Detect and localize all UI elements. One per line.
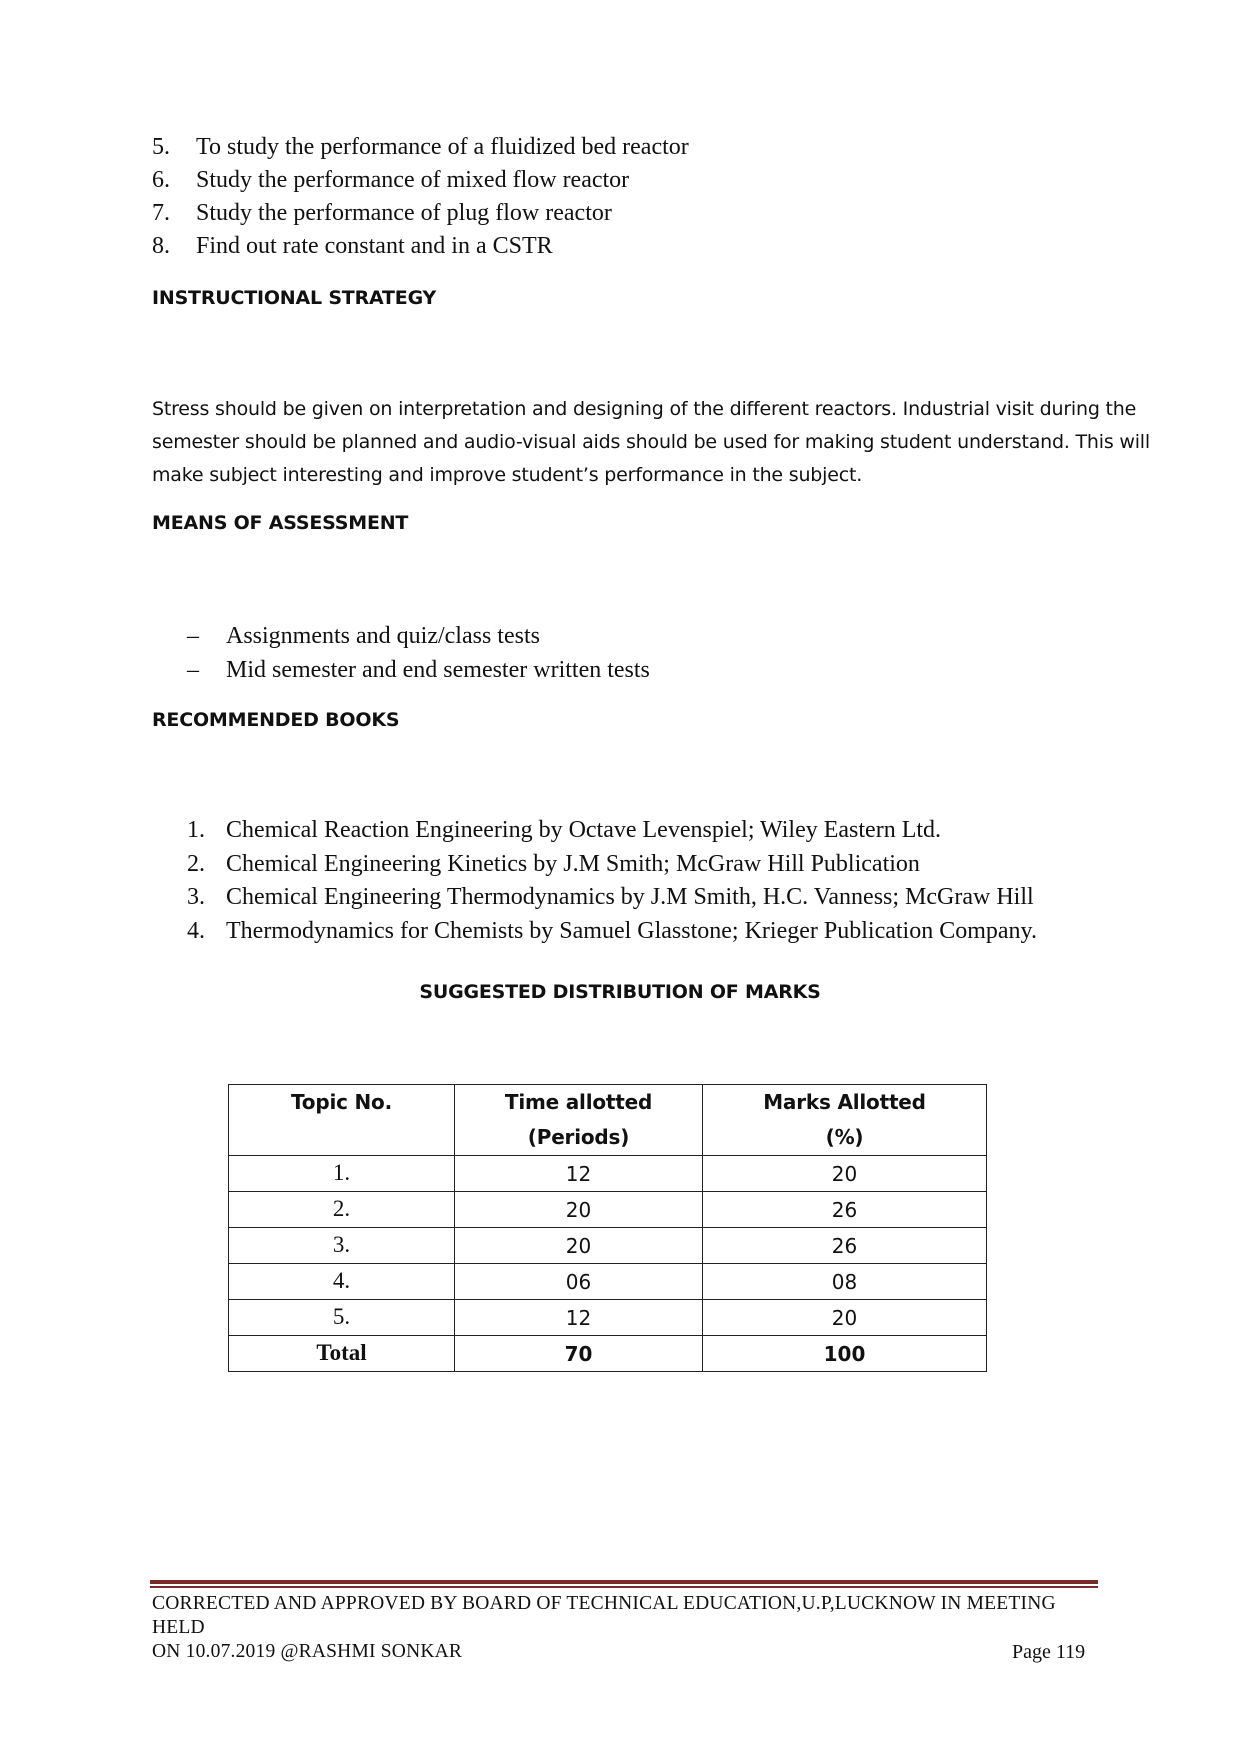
cell-time: 20 — [455, 1192, 703, 1228]
marks-distribution-heading: SUGGESTED DISTRIBUTION OF MARKS — [419, 981, 821, 1003]
table-row — [229, 1264, 987, 1300]
books-list — [187, 814, 1037, 948]
list-text: Chemical Reaction Engineering by Octave Levenspiel; Wiley Eastern Ltd. — [226, 817, 942, 843]
cell-marks: 20 — [703, 1300, 987, 1336]
list-item — [187, 653, 650, 687]
cell-time: 06 — [455, 1264, 703, 1300]
list-text: Find out rate constant and in a CSTR — [196, 233, 553, 259]
header-time: Time allotted (Periods) — [455, 1085, 703, 1156]
cell-topic: 3. — [229, 1228, 455, 1264]
cell-time: 20 — [455, 1228, 703, 1264]
list-text: Thermodynamics for Chemists by Samuel Glasstone; Krieger Publication Company. — [226, 917, 1037, 944]
cell-marks: 26 — [703, 1228, 987, 1264]
list-number: 2. — [187, 850, 205, 877]
list-number: 5. — [152, 134, 170, 160]
list-text: Study the performance of mixed flow reactor — [196, 167, 630, 193]
table-row — [229, 1228, 987, 1264]
footer-rule-thick — [150, 1580, 1098, 1584]
instructional-strategy-heading: INSTRUCTIONAL STRATEGY — [152, 287, 437, 309]
dash-bullet: – — [187, 657, 199, 683]
cell-topic: 1. — [229, 1156, 455, 1192]
cell-marks: 26 — [703, 1192, 987, 1228]
list-text: Chemical Engineering Kinetics by J.M Smith; McGraw Hill Publication — [226, 850, 920, 877]
list-item — [152, 230, 689, 263]
cell-marks: 08 — [703, 1264, 987, 1300]
list-text: Assignments and quiz/class tests — [226, 623, 540, 649]
cell-topic: 2. — [229, 1192, 455, 1228]
cell-time: 12 — [455, 1156, 703, 1192]
footer-line-2: ON 10.07.2019 @RASHMI SONKAR — [152, 1641, 463, 1662]
list-number: 8. — [152, 233, 170, 259]
list-item — [187, 915, 1037, 949]
recommended-books-heading: RECOMMENDED BOOKS — [152, 709, 400, 731]
footer-line-1: CORRECTED AND APPROVED BY BOARD OF TECHNICAL EDUCATION,U.P,LUCKNOW IN MEETING HELD — [152, 1593, 1056, 1638]
table-row — [229, 1156, 987, 1192]
list-text: Mid semester and end semester written tests — [226, 657, 650, 683]
marks-table — [228, 1084, 987, 1372]
list-text: Study the performance of plug flow reactor — [196, 200, 612, 226]
header-topic: Topic No. — [229, 1085, 455, 1156]
footer-rule-thin — [150, 1586, 1098, 1588]
list-item — [187, 881, 1037, 915]
cell-topic: 4. — [229, 1264, 455, 1300]
list-item — [187, 848, 1037, 882]
cell-total-time: 70 — [455, 1336, 703, 1372]
cell-time: 12 — [455, 1300, 703, 1336]
list-item — [152, 164, 689, 197]
header-marks: Marks Allotted (%) — [703, 1085, 987, 1156]
cell-topic: 5. — [229, 1300, 455, 1336]
cell-marks: 20 — [703, 1156, 987, 1192]
footer-text — [152, 1592, 1112, 1664]
list-text: Chemical Engineering Thermodynamics by J.M Smith, H.C. Vanness; McGraw Hill — [226, 884, 1034, 910]
list-item — [187, 814, 1037, 848]
table-header-row — [229, 1085, 987, 1156]
list-number: 1. — [187, 817, 205, 843]
list-number: 6. — [152, 167, 170, 193]
list-item — [152, 197, 689, 230]
list-number: 7. — [152, 200, 170, 226]
page-number: Page 119 — [1012, 1641, 1086, 1663]
table-row — [229, 1192, 987, 1228]
cell-total-marks: 100 — [703, 1336, 987, 1372]
assessment-list — [187, 619, 650, 687]
list-text: To study the performance of a fluidized bed reactor — [196, 134, 689, 160]
list-number: 4. — [187, 917, 205, 944]
list-item — [187, 619, 650, 653]
dash-bullet: – — [187, 623, 199, 649]
table-total-row — [229, 1336, 987, 1372]
cell-total-label: Total — [229, 1336, 455, 1372]
means-of-assessment-heading: MEANS OF ASSESSMENT — [152, 512, 409, 534]
list-item — [152, 131, 689, 164]
instructional-strategy-body: Stress should be given on interpretation and designing of the different reactors. Industrial visit during the semester should be planned and audio-visual aids should be used for making student understand. This will make subject interesting and improve student’s performance in the subject. — [152, 398, 1150, 486]
list-number: 3. — [187, 884, 205, 910]
experiment-list — [152, 131, 689, 263]
table-row — [229, 1300, 987, 1336]
